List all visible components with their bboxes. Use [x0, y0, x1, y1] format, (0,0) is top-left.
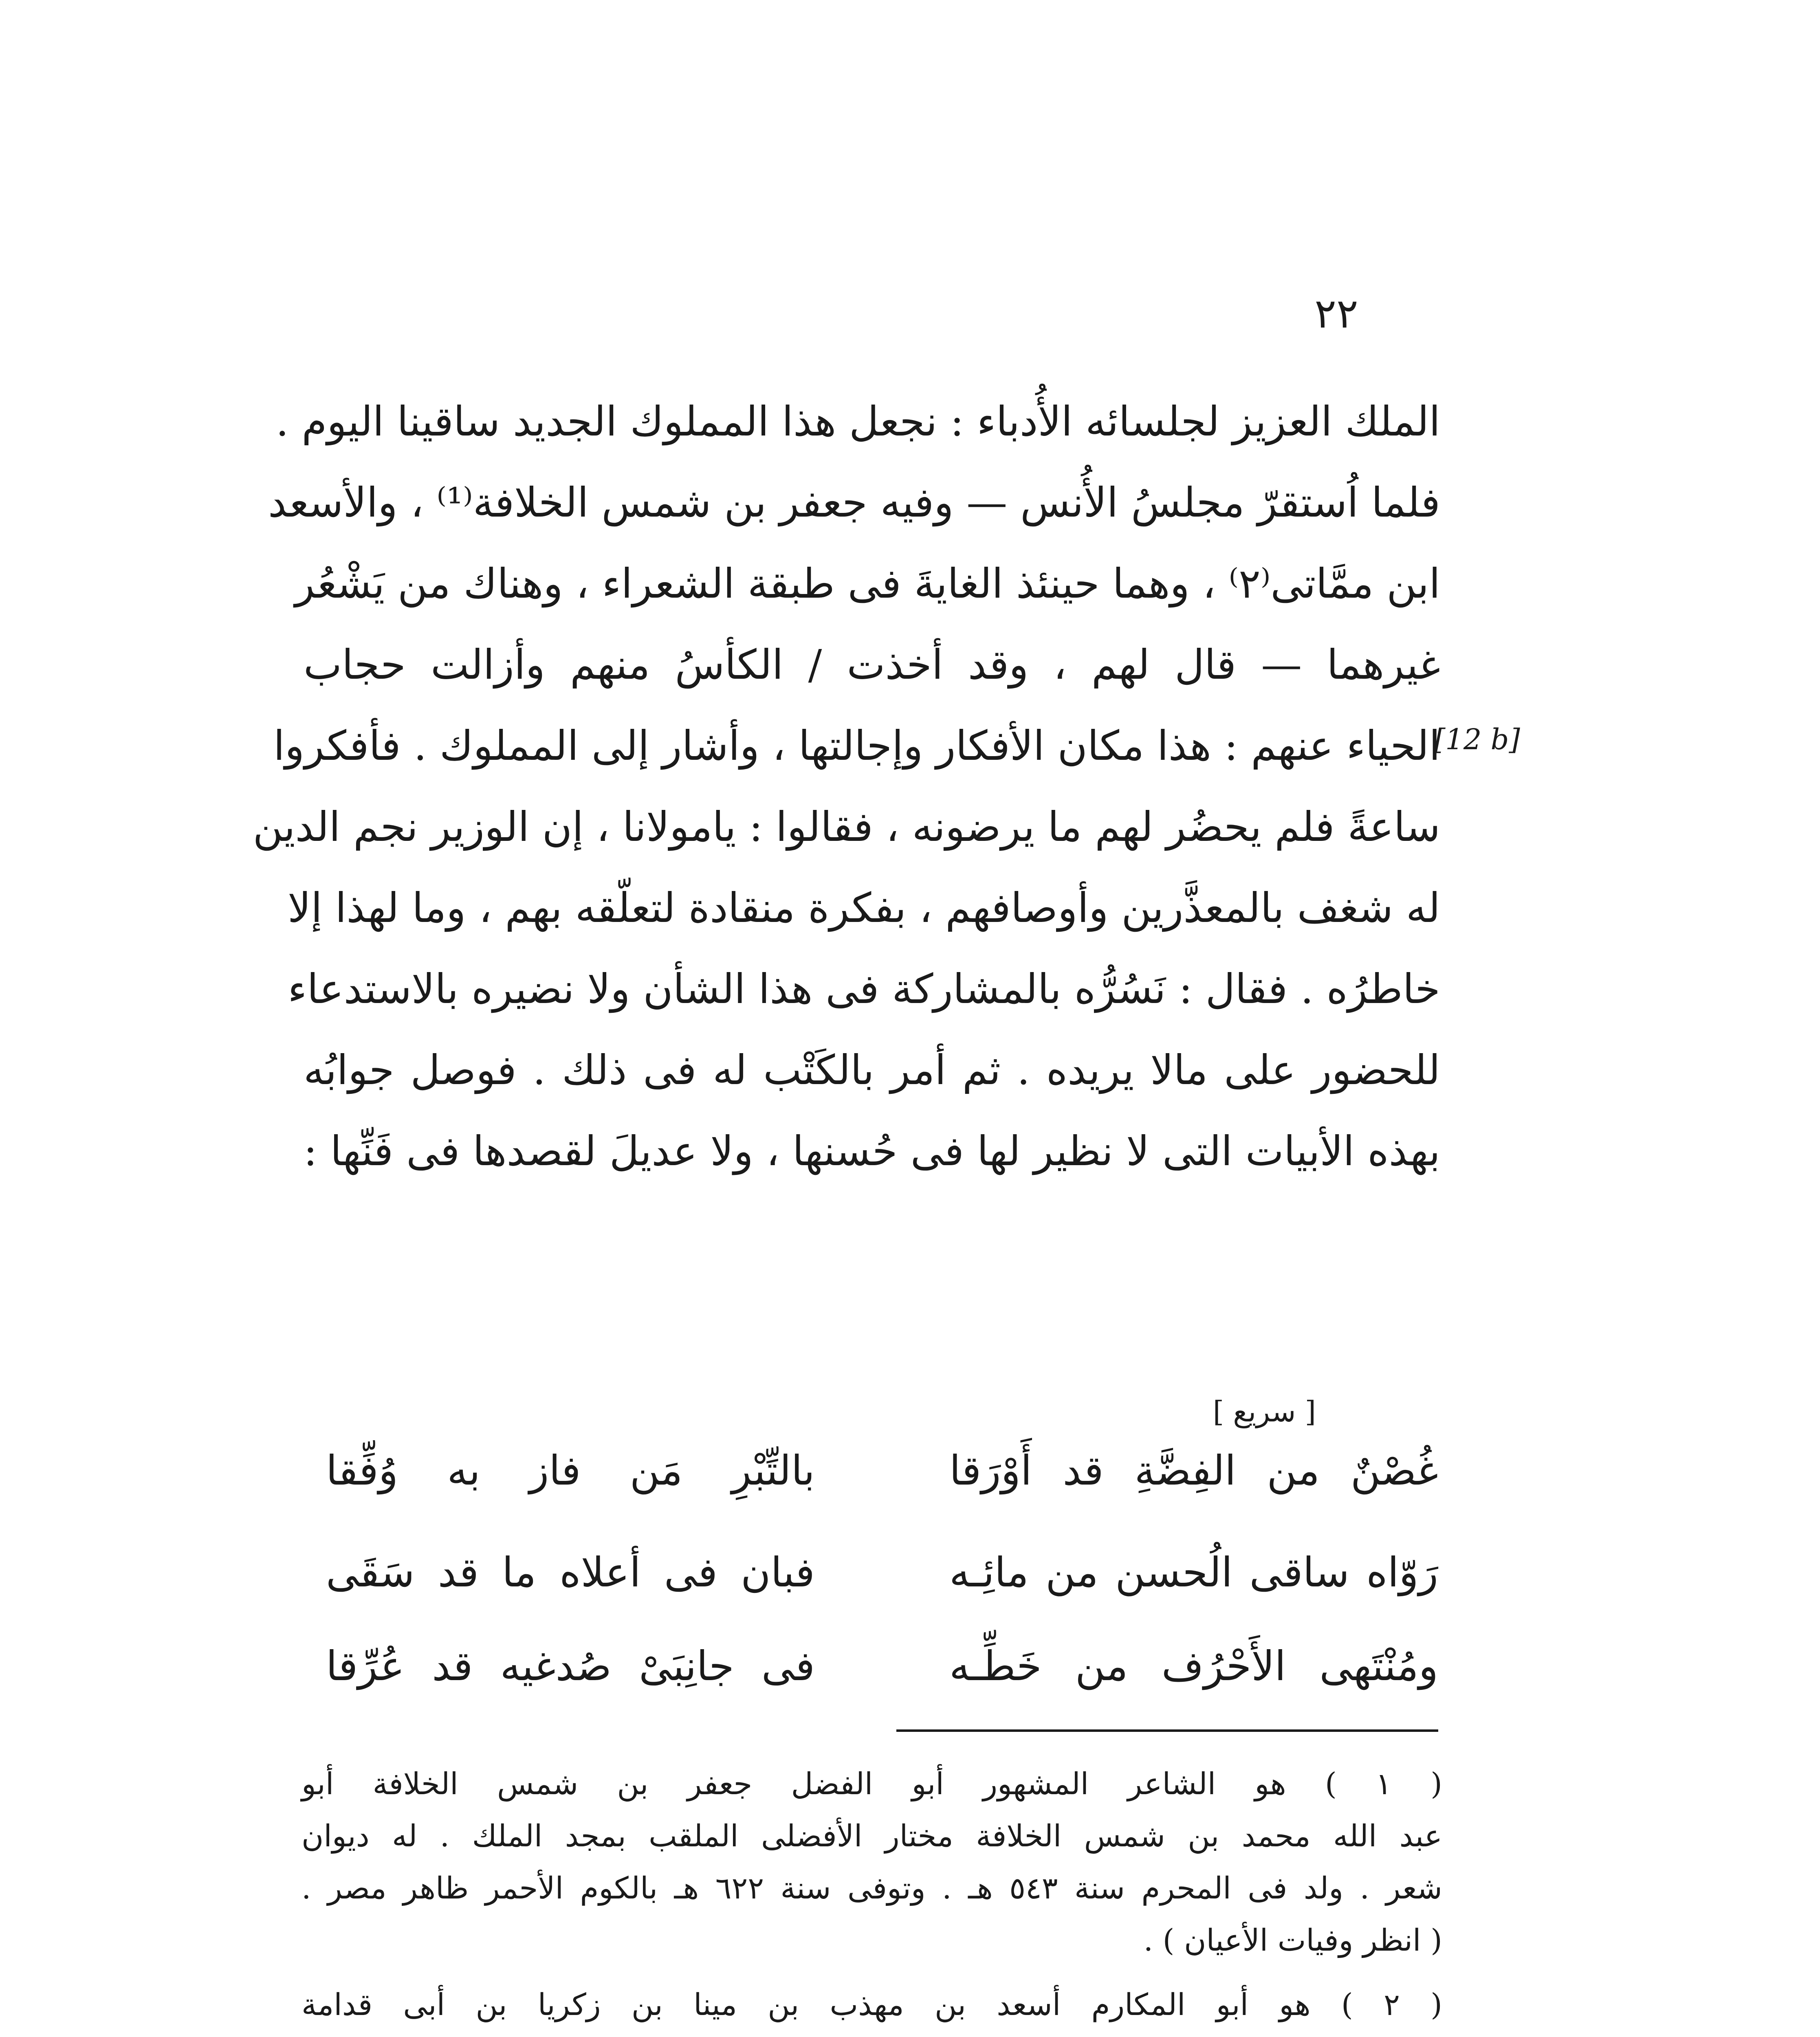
poem-verse — [326, 1430, 1438, 1511]
poem-meter-label: [ سريع ] — [1213, 1395, 1316, 1428]
body-text — [253, 381, 1440, 1192]
page-number: ٢٢ — [1314, 290, 1358, 337]
verse-second-hemistich: فى جانِبَىْ صُدغيه قد عُرِّقا — [326, 1642, 815, 1690]
footnote-line: ( انظر وفيات الأعيان ) . — [1143, 1923, 1442, 1958]
footnote-line: عبد الله محمد بن شمس الخلافة مختار الأفضلى الملقب بمجد الملك . له ديوان — [301, 1819, 1442, 1854]
poem-verse — [326, 1532, 1438, 1613]
footnote-separator-rule — [896, 1729, 1438, 1732]
body-line: غيرهما — قال لهم ، وقد أخذت / الكأسُ منهم وأزالت حجاب — [304, 641, 1440, 689]
footnote-line: ( ١ ) هو الشاعر المشهور أبو الفضل جعفر بن شمس الخلافة أبو — [301, 1766, 1442, 1802]
verse-second-hemistich: بالتِّبْرِ مَن فاز به وُفِّقا — [326, 1447, 815, 1494]
body-line: الملك العزيز لجلسائه الأُدباء : نجعل هذا المملوك الجديد ساقينا اليوم . — [275, 398, 1440, 445]
verse-second-hemistich: فبان فى أعلاه ما قد سَقَى — [326, 1549, 815, 1596]
verse-first-hemistich: غُصْنٌ من الفِضَّةِ قد أَوْرَقا — [949, 1447, 1438, 1494]
verse-first-hemistich: ومُنْتَهى الأَحْرُف من خَطِّـه — [949, 1642, 1438, 1690]
body-line: بهذه الأبيات التى لا نظير لها فى حُسنها ، ولا عديلَ لقصدها فى فَنِّها : — [304, 1127, 1440, 1175]
poem-verse — [326, 1626, 1438, 1707]
footnote-line: شعر . ولد فى المحرم سنة ٥٤٣ هـ . وتوفى سنة ٦٢٢ هـ بالكوم الأحمر ظاهر مصر . — [301, 1871, 1442, 1906]
body-line: خاطرُه . فقال : نَسُرُّه بالمشاركة فى هذا الشأن ولا نضيره بالاستدعاء — [288, 965, 1440, 1013]
body-line: له شغف بالمعذَّرين وأوصافهم ، بفكرة منقادة لتعلّقه بهم ، وما لهذا إلا — [288, 884, 1440, 932]
footnote-line: ( ٢ ) هو أبو المكارم أسعد بن مهذب بن مينا بن زكريا بن أبى قدامة — [301, 1987, 1442, 2022]
verse-first-hemistich: رَوّاه ساقى الُحسن من مائِـه — [949, 1549, 1438, 1596]
folio-marginal-note: [12 b] — [1434, 723, 1520, 756]
body-line: ساعةً فلم يحضُر لهم ما يرضونه ، فقالوا : يامولانا ، إن الوزير نجم الدين — [253, 803, 1440, 851]
body-line: الحياء عنهم : هذا مكان الأفكار وإجالتها ، وأشار إلى المملوك . فأفكروا — [273, 722, 1440, 770]
footnote-2 — [301, 1979, 1442, 2037]
body-line: فلما اُستقرّ مجلسُ الأُنس — وفيه جعفر بن شمس الخلافة⁽¹⁾ ، والأسعد — [268, 479, 1440, 526]
body-line: ابن ممَّاتى⁽٢⁾ ، وهما حينئذ الغايةَ فى طبقة الشعراء ، وهناك من يَشْعُر — [295, 560, 1440, 607]
footnote-line — [301, 2031, 1442, 2037]
footnote-1 — [301, 1758, 1442, 1967]
footnotes — [301, 1758, 1442, 2037]
poem — [326, 1430, 1438, 1707]
body-line: للحضور على مالا يريده . ثم أمر بالكَتْب له فى ذلك . فوصل جوابُه — [304, 1046, 1440, 1094]
